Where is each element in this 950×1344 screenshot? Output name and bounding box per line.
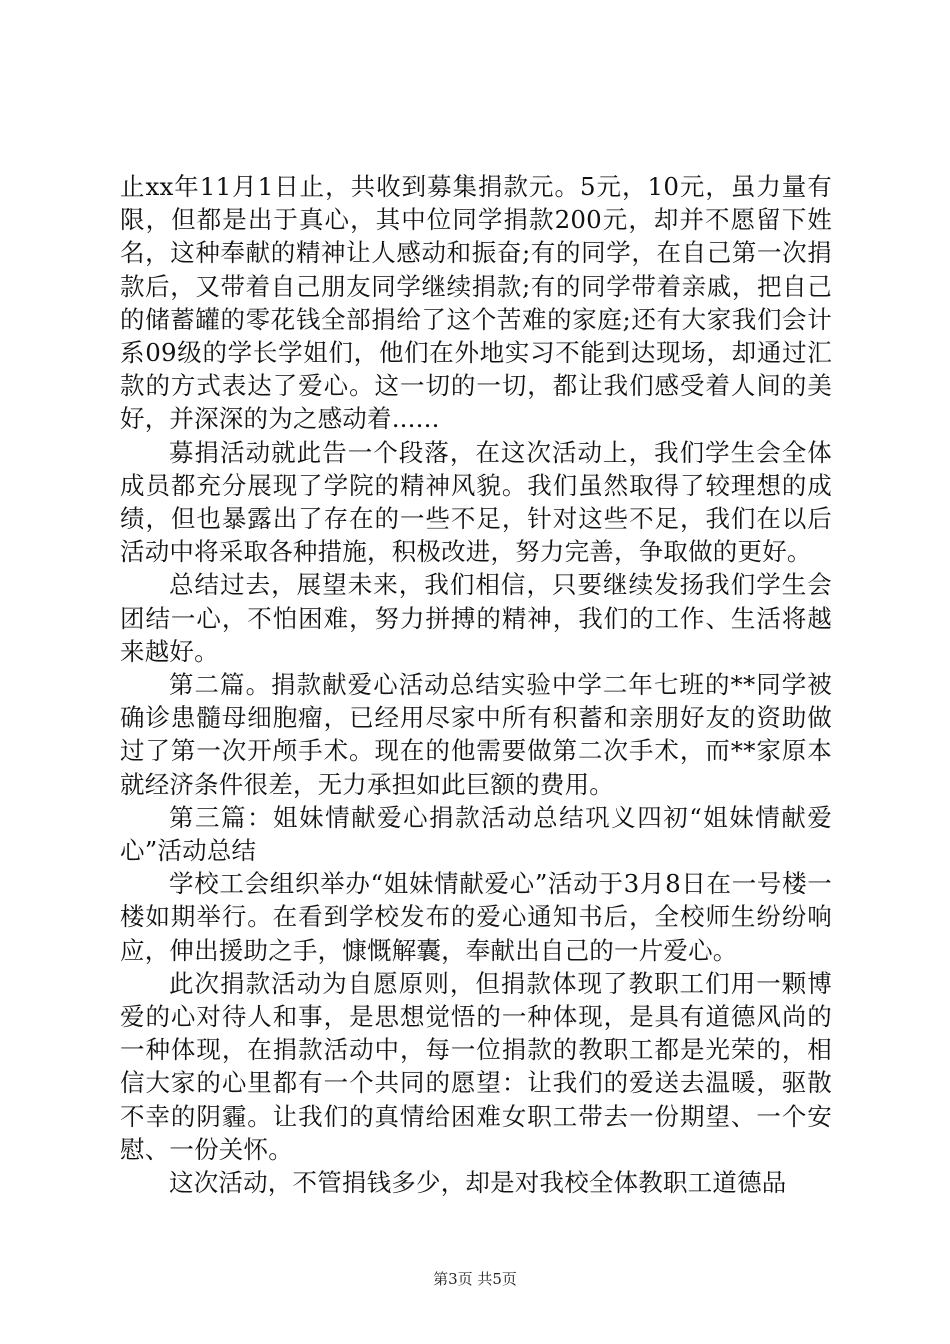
paragraph-2: 募捐活动就此告一个段落，在这次活动上，我们学生会全体成员都充分展现了学院的精神风貌。我们虽然取得了较理想的成绩，但也暴露出了存在的一些不足，针对这些不足，我们在以后活动中将采取各种措施，积极改进，努力完善，争取做的更好。 bbox=[120, 437, 832, 567]
paragraph-4: 第二篇。捐款献爱心活动总结实验中学二年七班的**同学被确诊患髓母细胞瘤，已经用尽家中所有积蓄和亲朋好友的资助做过了第一次开颅手术。现在的他需要做第二次手术，而**家原本就经济条件很差，无力承担如此巨额的费用。 bbox=[120, 670, 832, 799]
paragraph-8: 这次活动，不管捐钱多少，却是对我校全体教职工道德品 bbox=[169, 1168, 787, 1198]
document-body bbox=[120, 170, 832, 1199]
page-number-footer: 第3页 共5页 bbox=[433, 1270, 517, 1288]
paragraph-7: 此次捐款活动为自愿原则，但捐款体现了教职工们用一颗博爱的心对待人和事，是思想觉悟的一种体现，是具有道德风尚的一种体现，在捐款活动中，每一位捐款的教职工都是光荣的，相信大家的心里都有一个共同的愿望：让我们的爱送去温暖，驱散不幸的阴霾。让我们的真情给困难女职工带去一份期望、一个安慰、一份关怀。 bbox=[120, 968, 832, 1164]
paragraph-1: 止xx年11月1日止，共收到募集捐款元。5元，10元，虽力量有限，但都是出于真心，其中位同学捐款200元，却并不愿留下姓名，这种奉献的精神让人感动和振奋;有的同学，在自己第一次捐款后，又带着自己朋友同学继续捐款;有的同学带着亲戚，把自己的储蓄罐的零花钱全部捐给了这个苦难的家庭;还有大家我们会计系09级的学长学姐们，他们在外地实习不能到达现场，却通过汇款的方式表达了爱心。这一切的一切，都让我们感受着人间的美好，并深深的为之感动着...... bbox=[120, 172, 832, 434]
section-heading-3: 第三篇：姐妹情献爱心捐款活动总结巩义四初“姐妹情献爱心”活动总结 bbox=[120, 802, 832, 866]
paragraph-3: 总结过去，展望未来，我们相信，只要继续发扬我们学生会团结一心，不怕困难，努力拼搏的精神，我们的工作、生活将越来越好。 bbox=[120, 570, 832, 666]
paragraph-6: 学校工会组织举办“姐妹情献爱心”活动于3月8日在一号楼一楼如期举行。在看到学校发布的爱心通知书后，全校师生纷纷响应，伸出援助之手，慷慨解囊，奉献出自己的一片爱心。 bbox=[120, 869, 832, 965]
